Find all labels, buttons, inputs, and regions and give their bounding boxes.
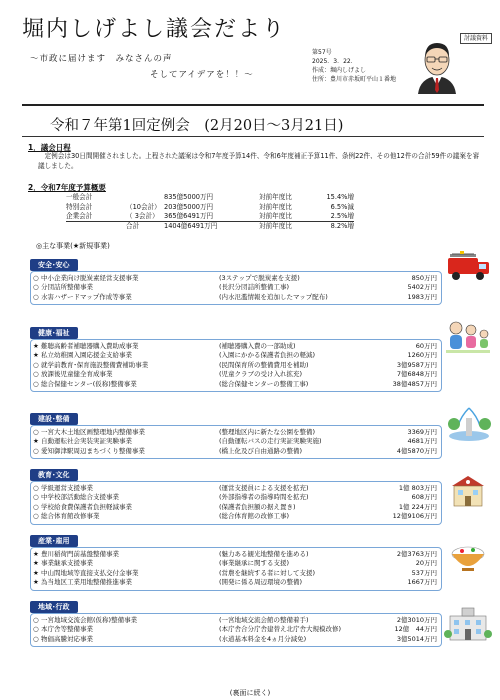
item-mark: ○ xyxy=(33,370,39,379)
category-label: 地域･行政 xyxy=(30,601,78,613)
family-illustration-icon xyxy=(444,318,492,360)
issue-address: 住所：豊川市赤坂町平山１番地 xyxy=(312,76,397,83)
item-desc: (開発に係る周辺環境の整備) xyxy=(219,578,303,587)
item-amount: 3億9587万円 xyxy=(396,360,437,369)
item-name: 一宮地域交流会館(仮称)整備事業 xyxy=(41,616,138,624)
item-desc: (運営支援員による支援を拡充) xyxy=(219,484,309,492)
item-amount: 2億3763万円 xyxy=(396,550,437,558)
item-name: 就学前教育･保育施設整備費補助事業 xyxy=(41,360,149,369)
item-amount: 1983万円 xyxy=(407,292,437,301)
item-name: 総合保健センター(仮称)整備事業 xyxy=(41,379,137,388)
category-list xyxy=(30,425,442,459)
list-item xyxy=(33,283,437,292)
item-amount: 12億9106万円 xyxy=(392,512,437,521)
list-item xyxy=(33,559,437,568)
budget-value: 1404億6491万円 xyxy=(164,221,218,230)
item-name: 事業継承支援事業 xyxy=(41,559,93,568)
category-list xyxy=(30,339,442,392)
category-health xyxy=(30,320,442,392)
category-label: 産業･雇用 xyxy=(30,535,78,547)
section-schedule-text: 定例会は30日間開催されました。上程された議案は令和7年度予算14件、令和6年度補正予算11件、条例22件、その他12件の合計59件の議案を審議しました。 xyxy=(38,152,480,170)
budget-label: 企業会計 xyxy=(66,212,93,220)
list-item xyxy=(33,625,437,634)
item-amount: 60万円 xyxy=(415,342,437,350)
list-item xyxy=(33,351,437,360)
section-budget-heading: 2．令和7年度予算概要 xyxy=(28,183,106,192)
category-label: 建設･整備 xyxy=(30,413,78,425)
budget-value: 203億5000万円 xyxy=(164,202,214,211)
budget-percent: 15.4%増 xyxy=(326,193,354,201)
section-schedule-heading: 1．議会日程 xyxy=(28,143,71,152)
item-name: 為当地区工業用地整備推進事業 xyxy=(41,578,132,587)
budget-label: 特別会計 xyxy=(66,202,93,211)
list-item xyxy=(33,274,437,283)
park-fountain-icon xyxy=(446,404,492,444)
item-desc: (児童クラブの受け入れ拡充) xyxy=(219,370,303,379)
slogan-line-1: ～市政に届けます みなさんの声 xyxy=(30,54,173,64)
list-item xyxy=(33,361,437,370)
fire-truck-icon xyxy=(446,246,492,282)
item-desc: (長沢分団詰所整備工事) xyxy=(219,283,290,292)
item-mark: ○ xyxy=(33,360,39,369)
school-icon xyxy=(448,470,488,510)
budget-label xyxy=(66,222,126,232)
item-name: 物価高騰対応事業 xyxy=(41,634,93,643)
budget-table xyxy=(66,193,354,231)
list-item xyxy=(33,512,437,521)
item-name: 水害ハザードマップ作成等事業 xyxy=(41,292,132,301)
item-mark: ○ xyxy=(33,283,39,292)
category-label: 健康･福祉 xyxy=(30,327,78,339)
list-item xyxy=(33,493,437,502)
list-item xyxy=(33,447,437,456)
item-name: 一宮大木土地区画整理地内整備事業 xyxy=(41,428,145,436)
item-desc: (魅力ある観光地整備を進める) xyxy=(219,550,309,558)
budget-value: 365億6491万円 xyxy=(164,212,214,220)
budget-compare: 対前年度比 xyxy=(259,212,292,220)
budget-label: 一般会計 xyxy=(66,193,93,201)
list-item xyxy=(33,370,437,379)
item-amount: 3億5014万円 xyxy=(396,634,437,643)
item-desc: (補聴器購入費の一部助成) xyxy=(219,342,296,350)
list-item xyxy=(33,616,437,625)
item-amount: 850万円 xyxy=(411,274,437,282)
item-mark: ○ xyxy=(33,428,39,436)
item-mark: ○ xyxy=(33,493,39,502)
list-item xyxy=(33,380,437,389)
budget-sub: （ 3会計） xyxy=(126,212,159,220)
meeting-title: 令和７年第1回定例会 (2月20日～3月21日) xyxy=(50,118,344,134)
issue-date: 2025．3．22． xyxy=(312,58,357,65)
category-list xyxy=(30,547,442,591)
issue-author: 作成：堀内しげよし xyxy=(312,67,367,74)
continued-note: (裏面に続く) xyxy=(229,689,271,697)
item-mark: ○ xyxy=(33,625,39,634)
category-safety xyxy=(30,252,442,305)
item-desc: (自動運転バスの走行実証実験実施) xyxy=(219,437,322,446)
item-desc: (3ステップで脱炭素を支援) xyxy=(219,274,300,282)
item-amount: 12億 44万円 xyxy=(394,625,437,634)
category-list xyxy=(30,613,442,647)
budget-compare: 対前年度比 xyxy=(259,221,292,230)
list-item xyxy=(33,293,437,302)
category-region xyxy=(30,594,442,647)
item-name: 放課後児童健全育成事業 xyxy=(41,370,113,379)
item-desc: (総合体育館の改修工事) xyxy=(219,512,290,521)
budget-sub: 合計 xyxy=(126,221,140,230)
budget-sub xyxy=(126,193,164,203)
item-amount: 1260万円 xyxy=(407,351,437,360)
item-mark: ○ xyxy=(33,484,39,492)
newsletter-title: 堀内しげよし議会だより xyxy=(22,17,287,42)
item-desc: (水道基本料金を4ヵ月分減免) xyxy=(219,634,307,643)
item-mark: ○ xyxy=(33,512,39,521)
item-desc: (内水氾濫情報を追加したマップ配布) xyxy=(219,292,328,301)
item-mark: ★ xyxy=(33,568,39,577)
item-mark: ★ xyxy=(33,550,39,558)
item-mark: ★ xyxy=(33,559,39,568)
item-desc: (外部指導者の指導時間を拡充) xyxy=(219,493,309,502)
category-education xyxy=(30,462,442,525)
budget-percent: 6.5%減 xyxy=(330,202,354,211)
item-mark: ○ xyxy=(33,616,39,624)
list-item xyxy=(33,635,437,644)
header-divider xyxy=(22,104,484,106)
item-mark: ★ xyxy=(33,342,39,350)
item-desc: (事業継承に関する支援) xyxy=(219,559,290,568)
budget-compare: 対前年度比 xyxy=(259,202,292,211)
major-projects-heading: ◎主な事業(★新規事業) xyxy=(36,242,110,250)
budget-row xyxy=(66,212,354,222)
city-hall-icon xyxy=(444,604,492,644)
budget-value: 835億5000万円 xyxy=(164,193,214,201)
list-item xyxy=(33,503,437,512)
list-item xyxy=(33,578,437,587)
item-name: 愛知御津駅周辺まちづくり整備事業 xyxy=(41,446,145,455)
item-amount: 2億3010万円 xyxy=(396,616,437,624)
item-name: 分団詰所整備事業 xyxy=(41,283,93,292)
item-name: 中学校部活動総合支援事業 xyxy=(41,493,119,502)
budget-row xyxy=(66,193,354,203)
issue-number: 第57号 xyxy=(312,49,332,56)
budget-sub: （10会計） xyxy=(126,202,161,211)
category-list xyxy=(30,481,442,525)
item-name: 自動運転社会実装実証実験事業 xyxy=(41,437,132,446)
item-name: 豊川稲荷門前基盤整備事業 xyxy=(41,550,119,558)
item-name: 私立幼稚園入園応援金支給事業 xyxy=(41,351,132,360)
item-amount: 608万円 xyxy=(411,493,437,502)
item-mark: ○ xyxy=(33,274,39,282)
item-amount: 20万円 xyxy=(415,559,437,568)
item-name: 本庁舎等整備事業 xyxy=(41,625,93,634)
budget-row xyxy=(66,203,354,213)
item-desc: (橋上化及び自由通路の整備) xyxy=(219,446,303,455)
item-desc: (入園にかかる保護者負担の軽減) xyxy=(219,351,316,360)
item-desc: (整理地区内に新たな公園を整備) xyxy=(219,428,316,436)
item-name: 学級運営支援事業 xyxy=(41,484,93,492)
discussion-material-badge: 討議資料 xyxy=(460,33,492,44)
list-item xyxy=(33,484,437,493)
item-name: 中小企業向け脱炭素経営支援事業 xyxy=(41,274,139,282)
budget-percent: 2.5%増 xyxy=(330,212,354,220)
item-mark: ★ xyxy=(33,351,39,360)
item-name: 中山間地域等直接支払交付金事業 xyxy=(41,568,139,577)
item-desc: (総合保健センターの整備工事) xyxy=(219,379,309,388)
item-desc: (保護者負担額の据え置き) xyxy=(219,502,296,511)
category-construction xyxy=(30,406,442,459)
item-mark: ○ xyxy=(33,446,39,455)
item-mark: ○ xyxy=(33,502,39,511)
category-industry xyxy=(30,528,442,591)
item-amount: 38億4857万円 xyxy=(392,379,437,388)
item-name: 総合体育館改修事業 xyxy=(41,512,100,521)
item-desc: (民間保育所の整備費用を補助) xyxy=(219,360,309,369)
item-amount: 1億 224万円 xyxy=(398,502,437,511)
item-amount: 1667万円 xyxy=(407,578,437,587)
list-item xyxy=(33,550,437,559)
item-mark: ★ xyxy=(33,578,39,587)
author-portrait xyxy=(414,38,460,94)
item-amount: 3369万円 xyxy=(407,428,437,436)
meeting-divider xyxy=(22,136,484,137)
item-mark: ★ xyxy=(33,437,39,446)
budget-row-total xyxy=(66,222,354,232)
list-item xyxy=(33,428,437,437)
item-mark: ○ xyxy=(33,634,39,643)
item-name: 難聴高齢者補聴器購入費助成事業 xyxy=(41,342,139,350)
list-item xyxy=(33,342,437,351)
list-item xyxy=(33,569,437,578)
item-amount: 5402万円 xyxy=(407,283,437,292)
item-amount: 537万円 xyxy=(411,568,437,577)
item-amount: 4681万円 xyxy=(407,437,437,446)
item-desc: (一宮地域交流会館の整備着手) xyxy=(219,616,309,624)
category-label: 教育･文化 xyxy=(30,469,78,481)
item-amount: 1億 803万円 xyxy=(398,484,437,492)
item-desc: (営農を継続する者に対して支援) xyxy=(219,568,316,577)
budget-compare: 対前年度比 xyxy=(259,193,292,201)
category-list xyxy=(30,271,442,305)
item-mark: ○ xyxy=(33,292,39,301)
item-name: 学校給食費保護者負担軽減事業 xyxy=(41,502,132,511)
item-mark: ○ xyxy=(33,379,39,388)
slogan-line-2: そしてアイデアを！！～ xyxy=(150,70,254,80)
item-amount: 7億6848万円 xyxy=(396,370,437,379)
category-label: 安全･安心 xyxy=(30,259,78,271)
item-amount: 4億5870万円 xyxy=(396,446,437,455)
issue-info xyxy=(312,48,396,84)
item-desc: (本庁舎合分庁舎建替え北庁舎大規模改修) xyxy=(219,625,342,634)
rice-bowl-icon xyxy=(446,538,490,576)
list-item xyxy=(33,437,437,446)
budget-percent: 8.2%増 xyxy=(330,221,354,230)
